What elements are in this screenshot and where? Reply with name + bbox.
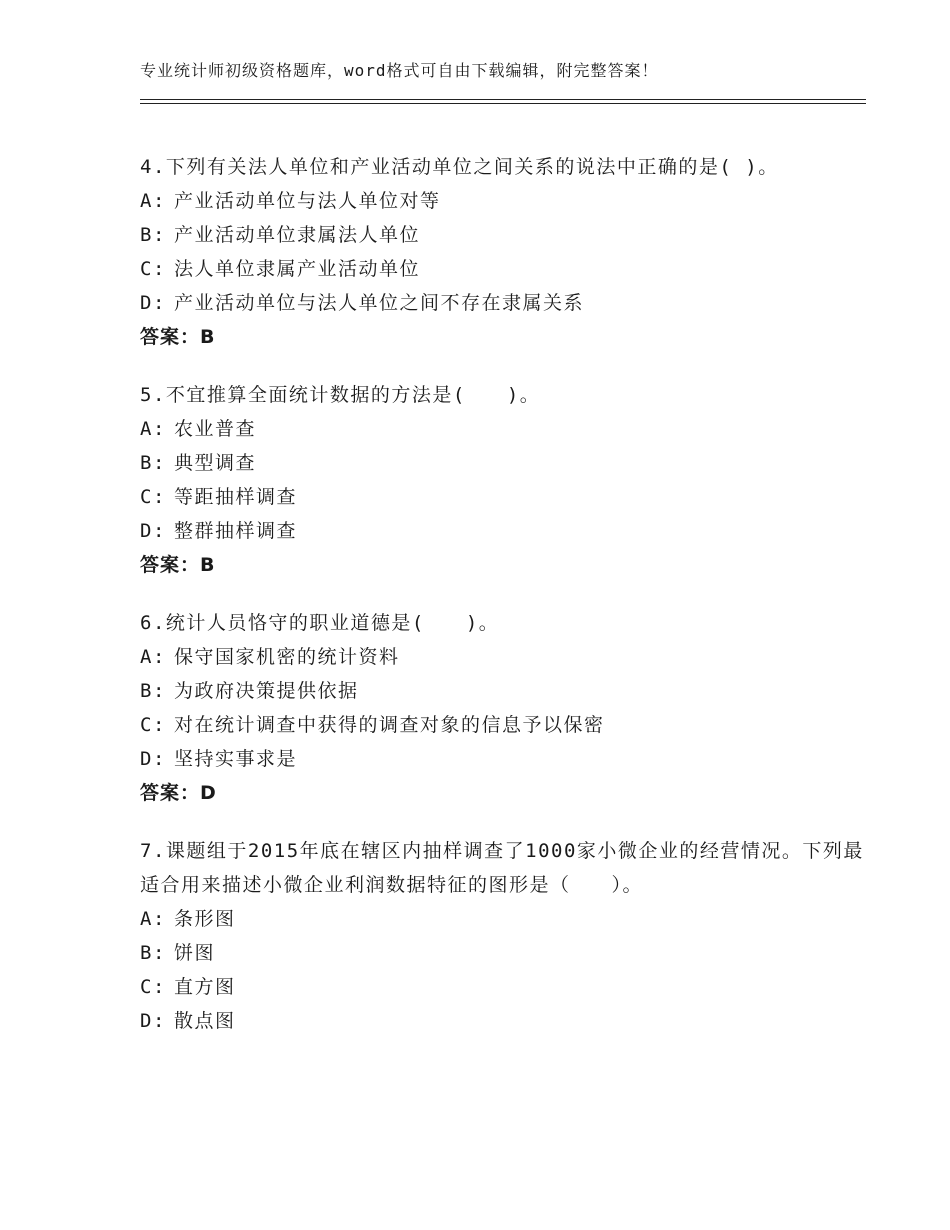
- option-d: [140, 286, 866, 320]
- option-key: B:: [140, 942, 166, 964]
- option-a: [140, 902, 866, 936]
- option-text: 农业普查: [174, 418, 257, 440]
- question-list: [140, 150, 866, 1062]
- option-text: 饼图: [174, 942, 216, 964]
- option-b: [140, 446, 866, 480]
- answer-line: 答案：D: [140, 782, 217, 804]
- question-6: [140, 606, 866, 810]
- question-stem: 5.不宜推算全面统计数据的方法是( )。: [140, 384, 541, 406]
- option-b: [140, 218, 866, 252]
- question-stem: 4.下列有关法人单位和产业活动单位之间关系的说法中正确的是( )。: [140, 156, 779, 178]
- option-d: [140, 742, 866, 776]
- option-text: 法人单位隶属产业活动单位: [174, 258, 421, 280]
- option-text: 条形图: [174, 908, 236, 930]
- option-d: [140, 514, 866, 548]
- option-key: D:: [140, 1010, 166, 1032]
- option-text: 等距抽样调查: [174, 486, 298, 508]
- option-text: 为政府决策提供依据: [174, 680, 359, 702]
- option-text: 保守国家机密的统计资料: [174, 646, 400, 668]
- option-b: [140, 674, 866, 708]
- option-a: [140, 640, 866, 674]
- option-key: D:: [140, 292, 166, 314]
- option-key: A:: [140, 908, 166, 930]
- option-text: 直方图: [174, 976, 236, 998]
- option-text: 典型调查: [174, 452, 257, 474]
- option-text: 对在统计调查中获得的调查对象的信息予以保密: [174, 714, 605, 736]
- answer-line: 答案：B: [140, 326, 216, 348]
- option-c: [140, 970, 866, 1004]
- option-c: [140, 252, 866, 286]
- header-divider-top: [140, 99, 866, 100]
- option-key: D:: [140, 520, 166, 542]
- question-7: [140, 834, 866, 1038]
- option-d: [140, 1004, 866, 1038]
- option-text: 产业活动单位隶属法人单位: [174, 224, 421, 246]
- option-key: A:: [140, 418, 166, 440]
- option-key: C:: [140, 976, 166, 998]
- option-a: [140, 184, 866, 218]
- option-key: C:: [140, 486, 166, 508]
- page-header: 专业统计师初级资格题库，word格式可自由下载编辑，附完整答案！: [140, 61, 659, 80]
- option-key: C:: [140, 714, 166, 736]
- option-key: D:: [140, 748, 166, 770]
- option-key: B:: [140, 224, 166, 246]
- question-5: [140, 378, 866, 582]
- option-b: [140, 936, 866, 970]
- option-c: [140, 480, 866, 514]
- option-text: 散点图: [174, 1010, 236, 1032]
- option-text: 产业活动单位与法人单位对等: [174, 190, 441, 212]
- option-text: 整群抽样调查: [174, 520, 298, 542]
- option-text: 产业活动单位与法人单位之间不存在隶属关系: [174, 292, 585, 314]
- option-key: A:: [140, 646, 166, 668]
- option-key: C:: [140, 258, 166, 280]
- option-key: B:: [140, 680, 166, 702]
- header-divider-bottom: [140, 103, 866, 104]
- question-stem: 6.统计人员恪守的职业道德是( )。: [140, 612, 500, 634]
- option-key: A:: [140, 190, 166, 212]
- option-key: B:: [140, 452, 166, 474]
- question-stem: 7.课题组于2015年底在辖区内抽样调查了1000家小微企业的经营情况。下列最适合用来描述小微企业利润数据特征的图形是（ ）。: [140, 840, 864, 896]
- option-a: [140, 412, 866, 446]
- answer-line: 答案：B: [140, 554, 216, 576]
- option-text: 坚持实事求是: [174, 748, 298, 770]
- question-4: [140, 150, 866, 354]
- option-c: [140, 708, 866, 742]
